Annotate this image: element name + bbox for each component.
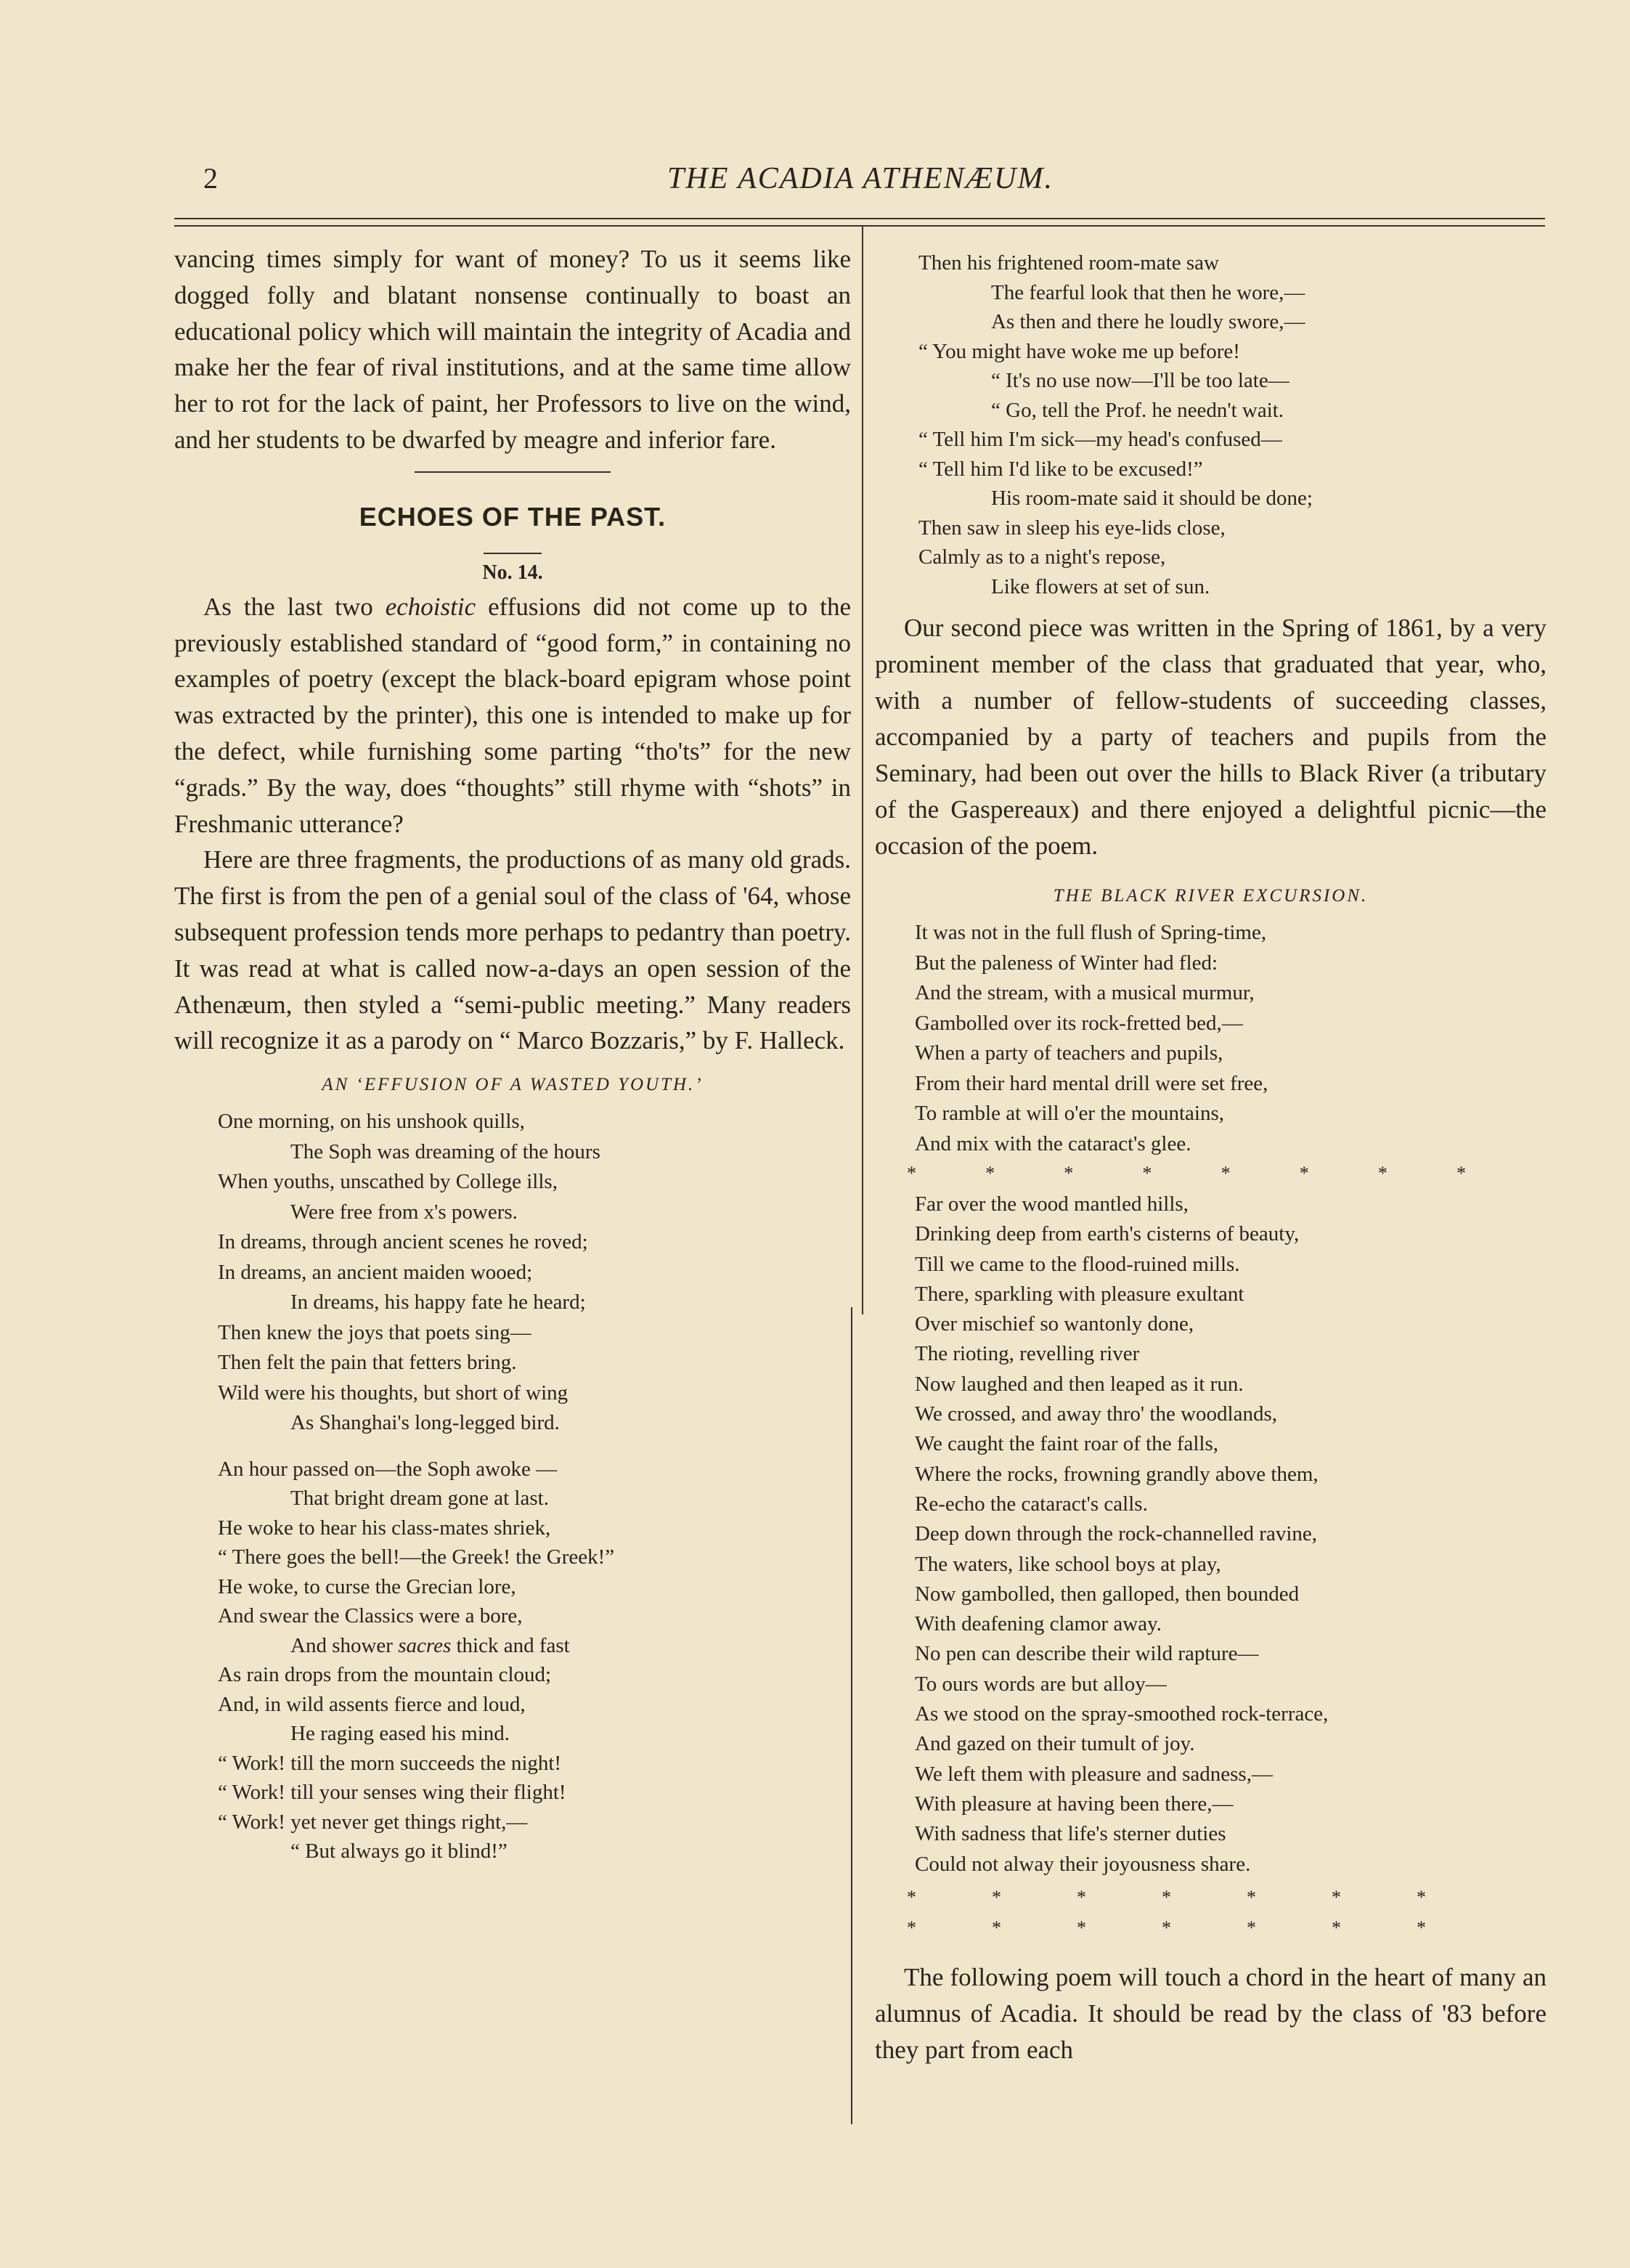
poem-line: With sadness that life's sterner duties <box>915 1822 1226 1846</box>
star-mark: * <box>992 1917 1001 1938</box>
star-mark: * <box>1456 1163 1466 1184</box>
poem-line: When youths, unscathed by College ills, <box>218 1170 558 1194</box>
poem2-stanza-1 <box>875 918 1547 1159</box>
header-rule <box>174 218 1545 219</box>
poem-line: Like flowers at set of sun. <box>991 574 1210 598</box>
poem-line: Then his frightened room-mate saw <box>918 251 1219 275</box>
star-mark: * <box>1162 1886 1171 1908</box>
star-mark: * <box>1377 1163 1387 1184</box>
poem-stanza-1 <box>174 1107 851 1439</box>
left-column <box>174 241 851 1866</box>
poem-line: An hour passed on—the Soph awoke — <box>218 1457 558 1481</box>
paragraph-intro-echoes: As the last two echoistic effusions did not come up to the previously established standard of “good form,” in containing no examples of poetry (except the black-board epigram whose point was extracted by the printer), this one is intended to make up for the defect, while furnishing some parting “tho'ts” for the new “grads.” By the way, does “thoughts” still rhyme with “shots” in Freshmanic utterance? <box>174 592 851 838</box>
title-underline <box>484 553 542 554</box>
poem-line: Then felt the pain that fetters bring. <box>218 1351 517 1375</box>
poem-line: It was not in the full flush of Spring-time, <box>915 921 1267 944</box>
paragraph-following-poem: The following poem will touch a chord in the heart of many an alumnus of Acadia. It should be read by the class of '83 before they part from each <box>875 1962 1547 2064</box>
poem-line: Far over the wood mantled hills, <box>915 1192 1189 1216</box>
poem-line: There, sparkling with pleasure exultant <box>915 1282 1244 1306</box>
poem-line: “ There goes the bell!—the Greek! the Greek!” <box>218 1545 615 1569</box>
poem-line: “ Work! yet never get things right,— <box>218 1810 528 1834</box>
poem-line: “ Work! till the morn succeeds the night! <box>218 1751 562 1775</box>
poem-title: AN ‘EFFUSION OF A WASTED YOUTH.’ <box>322 1075 704 1095</box>
poem-line: Then saw in sleep his eye-lids close, <box>918 516 1226 540</box>
poem-line: We crossed, and away thro' the woodlands, <box>915 1402 1277 1426</box>
poem-line: As then and there he loudly swore,— <box>991 310 1305 333</box>
poem-line: The rioting, revelling river <box>915 1342 1140 1366</box>
poem-line: And swear the Classics were a bore, <box>218 1604 523 1628</box>
poem-line: That bright dream gone at last. <box>290 1487 549 1511</box>
poem2-title: THE BLACK RIVER EXCURSION. <box>1053 886 1369 906</box>
poem-line: As we stood on the spray-smoothed rock-terrace, <box>915 1702 1329 1726</box>
star-mark: * <box>1162 1917 1171 1938</box>
intro-paragraph: vancing times simply for want of money? To us it seems like dogged folly and blatant nonsense continually to boast an educational policy which will maintain the integrity of Acadia and make her the fear of rival institutions, and at the same time allow her to rot for the lack of paint, her Professors to live on the wind, and her students to be dwarfed by meagre and inferior fare. <box>174 245 851 454</box>
poem-line: And gazed on their tumult of joy. <box>915 1732 1195 1756</box>
star-mark: * <box>1077 1917 1086 1938</box>
poem-line: Now gambolled, then galloped, then bounded <box>915 1582 1300 1606</box>
poem-line: When a party of teachers and pupils, <box>915 1041 1223 1065</box>
poem-line: “ Tell him I'd like to be excused!” <box>918 457 1203 481</box>
star-mark: * <box>1064 1163 1074 1184</box>
poem-line: Could not alway their joyousness share. <box>915 1852 1251 1876</box>
poem-continuation <box>875 248 1547 601</box>
poem-line: Till we came to the flood-ruined mills. <box>915 1252 1240 1276</box>
page-header <box>174 161 1547 205</box>
section-divider <box>415 471 611 473</box>
poem-line: Drinking deep from earth's cisterns of beauty, <box>915 1222 1300 1246</box>
page-number: 2 <box>203 162 218 195</box>
star-mark: * <box>1332 1917 1341 1938</box>
poem-line: Re-echo the cataract's calls. <box>915 1492 1148 1516</box>
poem2-stanza-2 <box>875 1190 1547 1879</box>
star-mark: * <box>1417 1886 1426 1908</box>
poem-line: Gambolled over its rock-fretted bed,— <box>915 1011 1243 1035</box>
poem-line: As rain drops from the mountain cloud; <box>218 1663 552 1687</box>
right-column <box>875 241 1547 2068</box>
star-mark: * <box>1247 1917 1256 1938</box>
article-number: No. 14. <box>482 561 543 584</box>
poem-line: The fearful look that then he wore,— <box>991 280 1305 304</box>
poem-line: “ You might have woke me up before! <box>918 339 1240 363</box>
star-mark: * <box>907 1886 916 1908</box>
star-mark: * <box>985 1163 995 1184</box>
poem-line: We left them with pleasure and sadness,— <box>915 1762 1273 1786</box>
poem-line: Over mischief so wantonly done, <box>915 1312 1194 1336</box>
poem-line: The waters, like school boys at play, <box>915 1552 1221 1576</box>
paragraph-three-fragments: Here are three fragments, the productions of as many old grads. The first is from the pen of a genial soul of the class of '64, whose subsequent profession tends more perhaps to pedantry than poetry. It was read at what is called now-a-days an open session of the Athenæum, then styled a “semi-public meeting.” Many readers will recognize it as a parody on “ Marco Bozzaris,” by F. Halleck. <box>174 845 851 1055</box>
poem-line: In dreams, an ancient maiden wooed; <box>218 1260 533 1284</box>
poem-line: He raging eased his mind. <box>290 1722 510 1746</box>
star-mark: * <box>1142 1163 1152 1184</box>
poem-line: Then knew the joys that poets sing— <box>218 1320 531 1344</box>
poem-line: Deep down through the rock-channelled ravine, <box>915 1522 1318 1546</box>
poem-line: Where the rocks, frowning grandly above them, <box>915 1462 1319 1486</box>
poem-line: “ But always go it blind!” <box>290 1840 508 1863</box>
star-mark: * <box>1417 1917 1426 1938</box>
poem-line: “ Go, tell the Prof. he needn't wait. <box>991 398 1284 422</box>
running-title: THE ACADIA ATHENÆUM. <box>667 162 1054 195</box>
poem-line: We caught the faint roar of the falls, <box>915 1432 1218 1456</box>
poem-line: In dreams, his happy fate he heard; <box>290 1291 586 1314</box>
poem-line: Now laughed and then leaped as it run. <box>915 1372 1244 1396</box>
poem-line: Were free from x's powers. <box>290 1200 518 1224</box>
poem-line: With deafening clamor away. <box>915 1612 1162 1636</box>
poem-line: His room-mate said it should be done; <box>991 487 1313 510</box>
poem-line: As Shanghai's long-legged bird. <box>290 1411 560 1435</box>
poem-line: He woke, to curse the Grecian lore, <box>218 1574 516 1598</box>
poem-line: Calmly as to a night's repose, <box>918 545 1166 569</box>
poem-line: One morning, on his unshook quills, <box>218 1110 525 1134</box>
stars-divider <box>907 1882 1426 1913</box>
star-mark: * <box>1299 1163 1309 1184</box>
poem-line: To ramble at will o'er the mountains, <box>915 1102 1225 1125</box>
column-divider-bottom <box>851 1307 852 2124</box>
star-mark: * <box>1332 1886 1341 1908</box>
star-mark: * <box>1247 1886 1256 1908</box>
header-rule-double <box>174 225 1545 227</box>
star-mark: * <box>992 1886 1001 1908</box>
paragraph-second-piece: Our second piece was written in the Spring of 1861, by a very prominent member of the class that graduated that year, who, with a number of fellow-students of succeeding classes, accompanied by a party of teachers and pupils from the Seminary, had been out over the hills to Black River (a tributary of the Gaspereaux) and there enjoyed a delightful picnic—the occasion of the poem. <box>875 614 1547 860</box>
poem-line: And the stream, with a musical murmur, <box>915 981 1255 1004</box>
poem-line: But the paleness of Winter had fled: <box>915 951 1218 975</box>
poem-line: He woke to hear his class-mates shriek, <box>218 1516 551 1540</box>
star-mark: * <box>1077 1886 1086 1908</box>
poem-stanza-2 <box>174 1455 851 1866</box>
poem-line: “ Tell him I'm sick—my head's confused— <box>918 428 1282 451</box>
poem-line: The Soph was dreaming of the hours <box>290 1139 600 1163</box>
poem-line: And, in wild assents fierce and loud, <box>218 1692 526 1716</box>
poem-line: “ Work! till your senses wing their flight! <box>218 1781 566 1805</box>
poem-line: And shower sacres thick and fast <box>290 1633 570 1657</box>
stars-divider <box>907 1161 1466 1187</box>
stars-divider <box>907 1913 1426 1943</box>
poem-line: Wild were his thoughts, but short of wing <box>218 1381 569 1405</box>
poem-line: In dreams, through ancient scenes he roved; <box>218 1230 588 1254</box>
poem-line: “ It's no use now—I'll be too late— <box>991 369 1289 392</box>
star-mark: * <box>1221 1163 1231 1184</box>
poem-line: From their hard mental drill were set free, <box>915 1071 1268 1095</box>
poem-line: With pleasure at having been there,— <box>915 1792 1234 1816</box>
section-title: ECHOES OF THE PAST. <box>359 501 667 532</box>
poem-line: And mix with the cataract's glee. <box>915 1131 1191 1155</box>
column-divider-top <box>862 225 863 1314</box>
poem-line: To ours words are but alloy— <box>915 1672 1167 1696</box>
star-mark: * <box>907 1163 916 1184</box>
star-mark: * <box>907 1917 916 1938</box>
poem-line: No pen can describe their wild rapture— <box>915 1642 1259 1666</box>
